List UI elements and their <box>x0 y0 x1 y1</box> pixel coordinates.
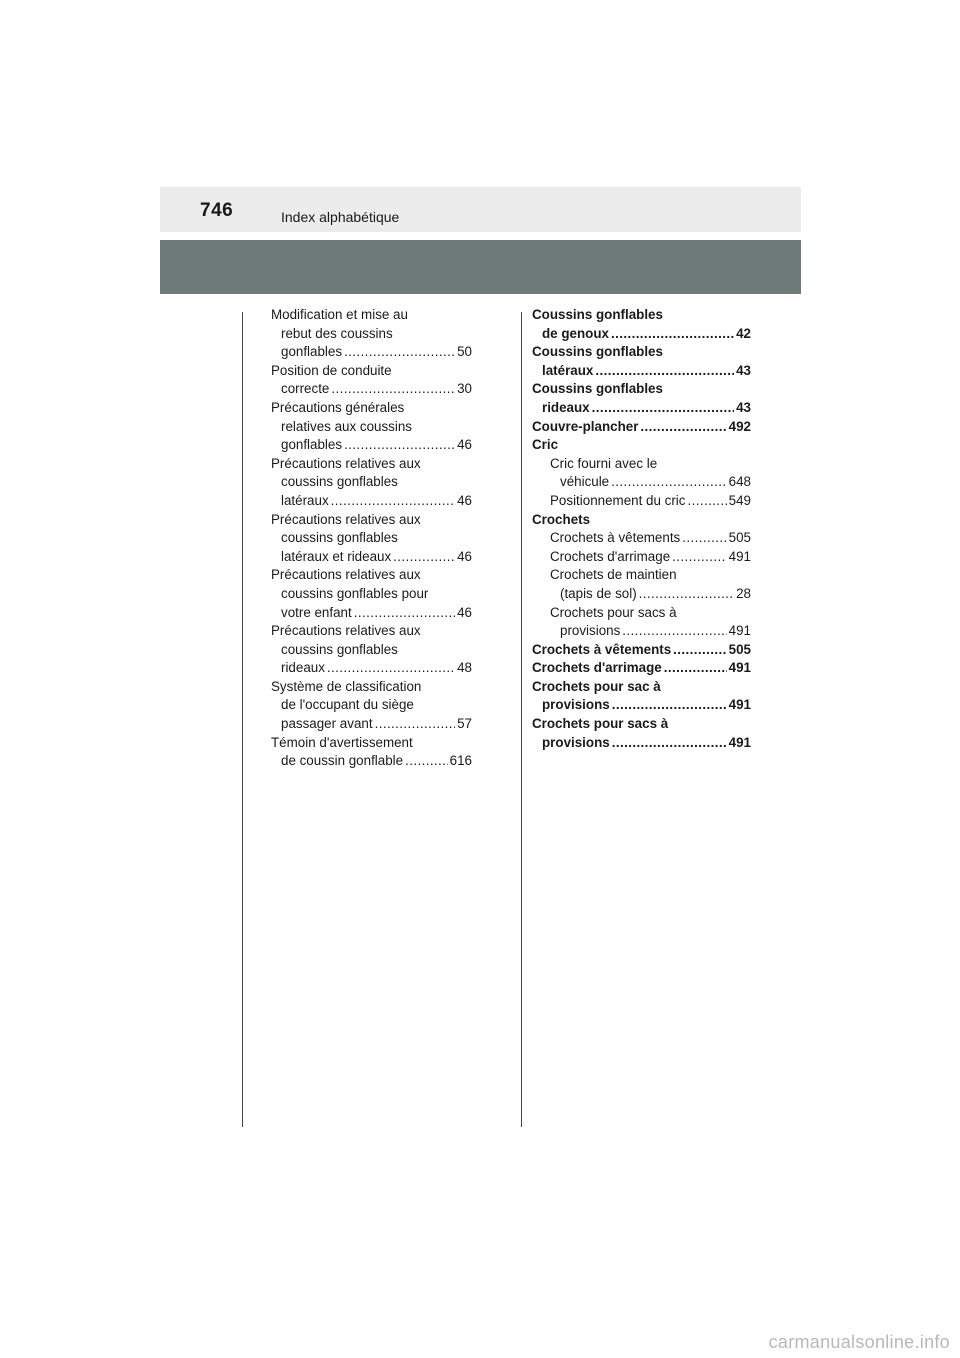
entry-text: (tapis de sol) <box>560 585 637 601</box>
index-heading-line: Coussins gonflables <box>532 381 663 397</box>
index-heading-line: de l'occupant du siège <box>281 697 414 713</box>
page-reference: 28 <box>736 585 751 601</box>
index-heading-line: Précautions relatives aux <box>271 567 421 583</box>
dot-leader <box>344 436 455 455</box>
index-entry <box>532 659 751 678</box>
index-entry <box>532 622 751 641</box>
page-reference: 43 <box>736 362 751 378</box>
index-heading-line: relatives aux coussins <box>281 418 412 434</box>
entry-text: latéraux et rideaux <box>281 548 392 564</box>
page-reference: 48 <box>457 660 472 676</box>
index-entry <box>532 473 751 492</box>
entry-text: provisions <box>560 623 621 639</box>
dot-leader <box>664 659 727 678</box>
index-heading-line: Cric <box>532 437 559 453</box>
index-entry <box>532 585 751 604</box>
entry-text: Crochets d'arrimage <box>532 660 662 676</box>
index-heading-line: coussins gonflables <box>281 530 398 546</box>
dot-leader <box>375 715 456 734</box>
dot-leader <box>639 585 734 604</box>
entry-text: passager avant <box>281 716 373 732</box>
index-entry <box>271 380 472 399</box>
entry-text: de genoux <box>542 325 609 341</box>
page-reference: 57 <box>457 716 472 732</box>
dot-leader <box>331 380 455 399</box>
dot-leader <box>592 399 734 418</box>
index-entry <box>532 734 751 753</box>
page-reference: 505 <box>728 641 751 657</box>
right-column-rule <box>521 312 522 1127</box>
index-entry <box>532 696 751 715</box>
index-heading-line: Précautions relatives aux <box>271 455 421 471</box>
section-title: Index alphabétique <box>281 209 400 225</box>
page-reference: 43 <box>736 399 751 415</box>
entry-text: votre enfant <box>281 604 352 620</box>
page-reference: 648 <box>728 474 751 490</box>
entry-text: rideaux <box>281 660 325 676</box>
index-heading-line: Modification et mise au <box>271 307 408 322</box>
index-entry <box>271 715 472 734</box>
page-reference: 491 <box>728 697 751 713</box>
page-reference: 46 <box>457 492 472 508</box>
index-heading-line: Crochets <box>532 511 591 527</box>
left-column-rule <box>242 312 243 1127</box>
entry-text: latéraux <box>542 362 594 378</box>
entry-text: provisions <box>542 697 610 713</box>
index-heading-line: Crochets pour sacs à <box>532 716 669 732</box>
index-entry <box>271 343 472 362</box>
page-reference: 30 <box>457 381 472 397</box>
entry-text: Crochets à vêtements <box>550 530 681 546</box>
page-reference: 616 <box>449 753 472 769</box>
entry-text: rideaux <box>542 399 590 415</box>
entry-text: véhicule <box>560 474 610 490</box>
index-entry <box>532 325 751 344</box>
page-number: 746 <box>200 200 234 221</box>
page-reference: 491 <box>728 548 751 564</box>
entry-text: Couvre-plancher <box>532 418 639 434</box>
dot-leader <box>595 362 734 381</box>
index-entry <box>271 659 472 678</box>
page-reference: 46 <box>457 548 472 564</box>
index-heading-line: Crochets de maintien <box>550 567 677 583</box>
index-entry <box>271 752 472 771</box>
dot-leader <box>612 696 727 715</box>
index-heading-line: rebut des coussins <box>281 325 393 341</box>
index-entry <box>532 399 751 418</box>
dot-leader <box>687 492 726 511</box>
dot-leader <box>405 752 448 771</box>
page-reference: 42 <box>736 325 751 341</box>
page-reference: 492 <box>728 418 751 434</box>
dot-leader <box>331 492 455 511</box>
entry-text: de coussin gonflable <box>281 753 404 769</box>
dot-leader <box>672 548 727 567</box>
index-entry <box>532 492 751 511</box>
index-heading-line: Système de classification <box>271 678 422 694</box>
index-heading-line: Coussins gonflables <box>532 307 663 322</box>
dot-leader <box>622 622 726 641</box>
dot-leader <box>327 659 455 678</box>
index-entry <box>271 492 472 511</box>
index-entry <box>532 641 751 660</box>
dot-leader <box>611 325 734 344</box>
index-heading-line: coussins gonflables pour <box>281 585 429 601</box>
dot-leader <box>612 734 727 753</box>
entry-text: gonflables <box>281 437 343 453</box>
dot-leader <box>344 343 455 362</box>
page-reference: 46 <box>457 604 472 620</box>
entry-text: gonflables <box>281 344 343 360</box>
dot-leader <box>393 548 455 567</box>
index-heading-line: Précautions relatives aux <box>271 511 421 527</box>
page-reference: 50 <box>457 344 472 360</box>
index-heading-line: Précautions relatives aux <box>271 623 421 639</box>
index-column-left <box>271 306 472 771</box>
index-column-right <box>532 306 751 752</box>
index-heading-line: Témoin d'avertissement <box>271 734 413 750</box>
dot-leader <box>611 473 727 492</box>
entry-text: provisions <box>542 734 610 750</box>
dot-leader <box>640 418 726 437</box>
index-entry <box>271 604 472 623</box>
index-heading-line: Position de conduite <box>271 362 392 378</box>
header-bar <box>160 187 801 232</box>
page-reference: 549 <box>728 492 751 508</box>
page-reference: 505 <box>728 530 751 546</box>
index-heading-line: coussins gonflables <box>281 641 398 657</box>
index-heading-line: coussins gonflables <box>281 474 398 490</box>
index-heading-line: Crochets pour sacs à <box>550 604 677 620</box>
index-heading-line: Crochets pour sac à <box>532 678 661 694</box>
page-reference: 491 <box>728 660 751 676</box>
watermark-logo: carmanualsonline.info <box>768 1332 950 1352</box>
index-entry <box>532 529 751 548</box>
index-entry <box>271 548 472 567</box>
index-entry <box>532 418 751 437</box>
dot-leader <box>682 529 726 548</box>
entry-text: Crochets à vêtements <box>532 641 672 657</box>
index-entry <box>532 362 751 381</box>
page-reference: 46 <box>457 437 472 453</box>
entry-text: Crochets d'arrimage <box>550 548 671 564</box>
index-heading-line: Coussins gonflables <box>532 344 663 360</box>
index-heading-line: Cric fourni avec le <box>550 455 658 471</box>
entry-text: Positionnement du cric <box>550 492 686 508</box>
dot-leader <box>354 604 455 623</box>
index-heading-line: Précautions générales <box>271 399 405 415</box>
index-entry <box>271 436 472 455</box>
page-reference: 491 <box>728 734 751 750</box>
page-reference: 491 <box>728 623 751 639</box>
entry-text: correcte <box>281 381 330 397</box>
index-entry <box>532 548 751 567</box>
entry-text: latéraux <box>281 492 329 508</box>
header-band <box>160 240 801 294</box>
dot-leader <box>673 641 726 660</box>
